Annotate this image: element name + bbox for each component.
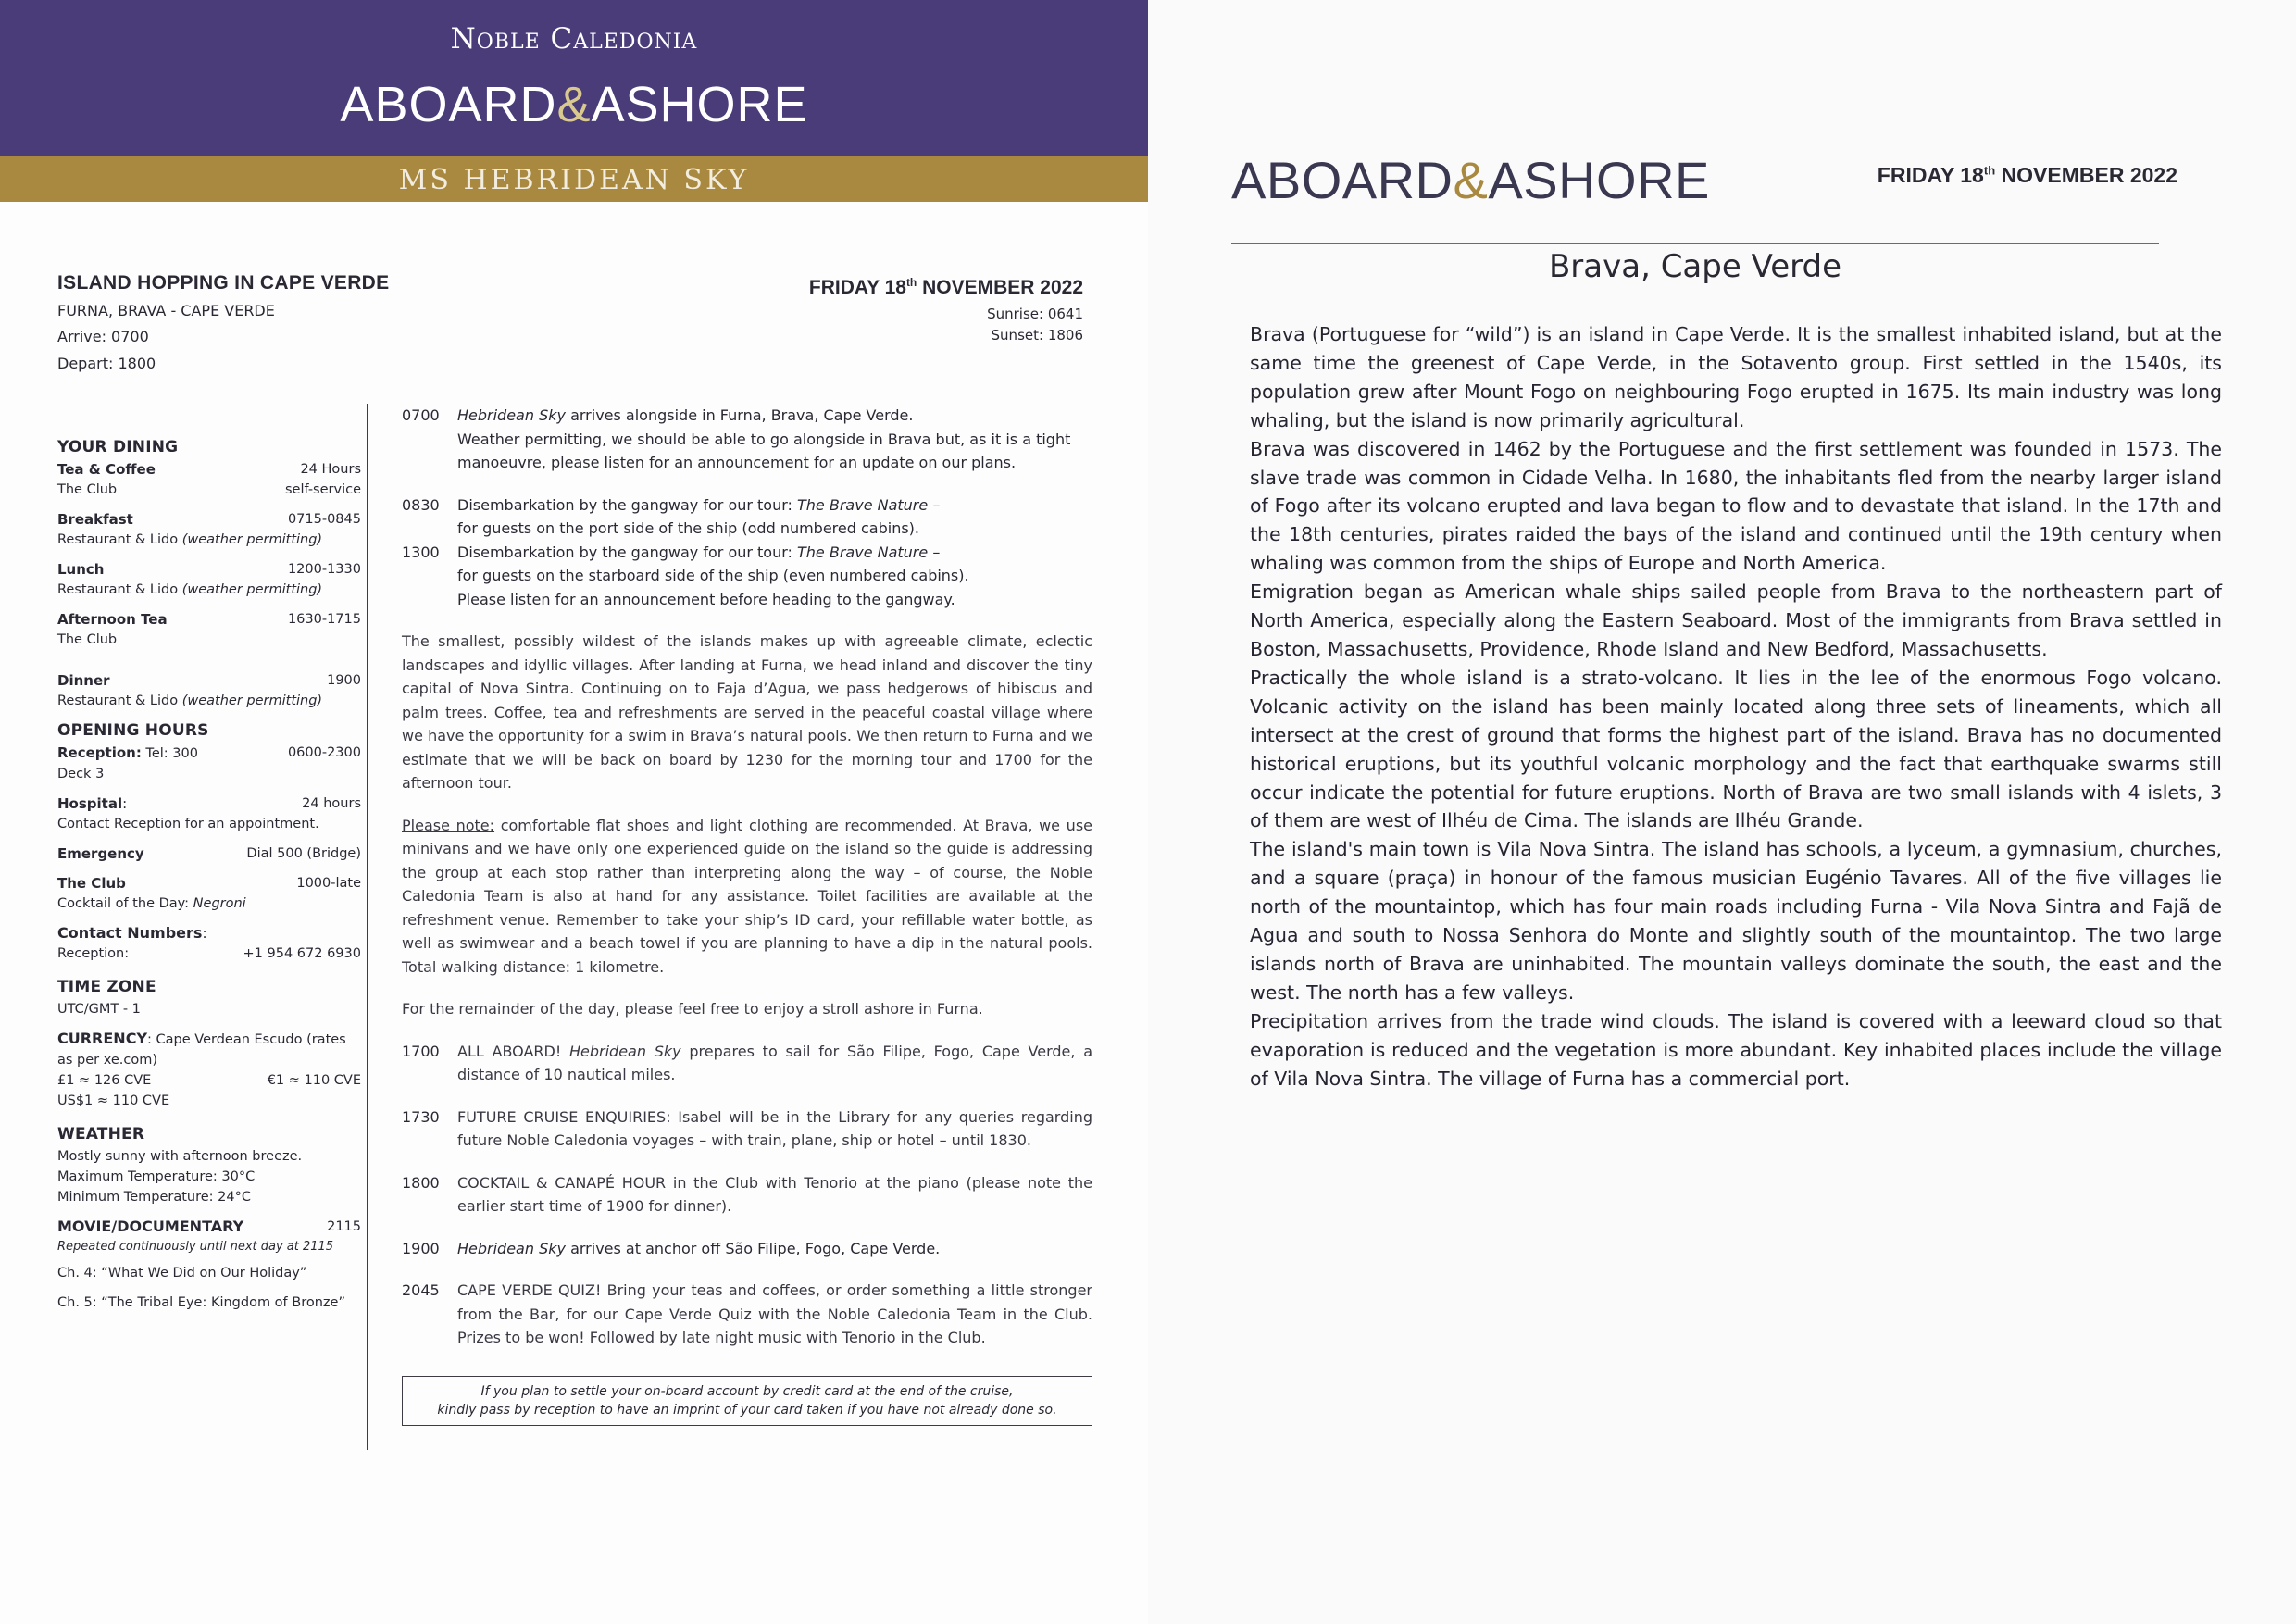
notice-line-1: If you plan to settle your on-board account by credit card at the end of the cruise,: [480, 1383, 1014, 1399]
reception-name: Reception:: [57, 744, 142, 761]
date-day: FRIDAY 18: [808, 277, 906, 298]
date-ordinal: th: [905, 276, 917, 289]
lunch-venue: Restaurant & Lido: [57, 582, 182, 597]
emergency-value: Dial 500 (Bridge): [246, 846, 361, 861]
dinner-venue: Restaurant & Lido: [57, 693, 182, 708]
schedule-time: 2045: [402, 1281, 440, 1299]
reception-time: 0600-2300: [287, 745, 361, 760]
hospital-row: [57, 793, 361, 814]
remainder-text: For the remainder of the day, please feel free to enjoy a stroll ashore in Furna.: [402, 1000, 983, 1018]
movie-note: Repeated continuously until next day at 2115: [57, 1240, 334, 1254]
hospital-name: Hospital: [57, 795, 123, 812]
weather-heading: WEATHER: [57, 1125, 145, 1143]
dinner-name: Dinner: [57, 672, 110, 689]
opening-hours-heading: OPENING HOURS: [57, 721, 209, 740]
dining-tea: [57, 459, 361, 480]
reception-tel: Tel: 300: [141, 746, 198, 761]
hospital-colon: :: [122, 795, 128, 812]
schedule-item-1900: [402, 1237, 1092, 1261]
lunch-place: [57, 580, 361, 600]
schedule-time: 0700: [402, 406, 440, 424]
sidebar-divider: [367, 404, 368, 1450]
lunch-time: 1200-1330: [287, 562, 361, 577]
brand-aboard-ashore: [0, 76, 1148, 133]
schedule-desc: COCKTAIL & CANAPÉ HOUR in the Club with Tenorio at the piano (please note the earlier start time of 1900 for dinner).: [457, 1173, 1092, 1215]
club-name: The Club: [57, 875, 126, 892]
schedule-time: 0830: [402, 495, 440, 514]
timezone-heading: TIME ZONE: [57, 978, 156, 996]
schedule-time: 1300: [402, 543, 440, 561]
article-paragraph: The island's main town is Vila Nova Sintra. The island has schools, a lyceum, a gymnasium, churches, and a square (praça) in honour of the famous musician Eugénio Tavares. All of the five villages lie north of the mountaintop, which has four main roads including Furna - Vila Nova Sintra and Fajã de Agua and south to Nossa Senhora do Monte and slightly south of the mountaintop. The two large islands north of Brava are uninhabited. The mountain valleys dominate the south, the east and the west. The north has a few valleys.: [1250, 838, 2222, 1004]
contact-row: [57, 943, 361, 964]
dinner-note: (weather permitting): [181, 693, 323, 708]
schedule-desc: FUTURE CRUISE ENQUIRIES: Isabel will be in the Library for any queries regarding future Noble Caledonia voyages – with train, plane, ship or hotel – until 1830.: [457, 1107, 1092, 1149]
ship-name-inline: Hebridean Sky: [457, 406, 566, 424]
club-time: 1000-late: [296, 876, 361, 891]
currency-gbp: £1 ≈ 126 CVE: [57, 1073, 152, 1088]
schedule-lead: ALL ABOARD!: [457, 1042, 569, 1060]
schedule-desc: Disembarkation by the gangway for our tour:: [457, 543, 798, 561]
breakfast-place: [57, 530, 361, 550]
schedule-time: 1730: [402, 1107, 440, 1126]
dining-lunch: [57, 559, 361, 580]
tour-description: The smallest, possibly wildest of the islands makes up with agreeable climate, eclectic landscapes and idyllic villages. After landing at Furna, we head inland and discover the tiny capital of Nova Sintra. Continuing on to Faja d’Agua, we pass hedgerows of hibiscus and palm trees. Coffee, tea and refreshments are served in the peaceful coastal village where we have the opportunity for a swim in Brava’s natural pools. We then return to Furna and we estimate that we will be back on board by 1230 for the morning tour and 1700 for the afternoon tour.: [402, 632, 1092, 792]
currency-eur: €1 ≈ 110 CVE: [267, 1073, 361, 1088]
right-brand-aboard: ABOARD: [1231, 151, 1454, 209]
brand-ashore: ASHORE: [591, 77, 808, 132]
schedule-text: [457, 404, 1092, 475]
weather-line-3: Minimum Temperature: 24°C: [57, 1190, 251, 1205]
schedule-desc: CAPE VERDE QUIZ! Bring your teas and coffees, or order something a little stronger from the Bar, for our Cape Verde Quiz with the Noble Caledonia Team in the Club. Prizes to be won! Followed by late night music with Tenorio in the Club.: [457, 1281, 1092, 1346]
contact-reception: Reception:: [57, 946, 130, 961]
article-paragraph: Precipitation arrives from the trade wind clouds. The island is covered with a leeward cloud so that evaporation is reduced and the vegetation is more abundant. Key inhabited places include the village of Vila Nova Sintra. The village of Furna has a commercial port.: [1250, 1009, 2222, 1090]
weather-line-2: Maximum Temperature: 30°C: [57, 1169, 256, 1184]
tea-place: The Club: [57, 482, 118, 497]
ship-name-inline: Hebridean Sky: [569, 1042, 681, 1060]
schedule-desc-2: for guests on the port side of the ship (odd numbered cabins).: [457, 519, 919, 537]
article-body: [1250, 320, 2222, 1093]
ship-name: MS HEBRIDEAN SKY: [398, 164, 750, 196]
hospital-time: 24 hours: [302, 796, 361, 811]
breakfast-name: Breakfast: [57, 511, 133, 528]
article-heading: Brava, Cape Verde: [1548, 248, 1841, 285]
right-date-month-year: NOVEMBER 2022: [1995, 163, 2177, 187]
schedule-desc-2: for guests on the starboard side of the ship (even numbered cabins).: [457, 567, 969, 584]
schedule-item-1800: [402, 1171, 1092, 1218]
movie-channel-4: Ch. 4: “What We Did on Our Holiday”: [57, 1266, 307, 1280]
tour-name: The Brave Nature –: [797, 495, 941, 514]
dinner-place: [57, 691, 361, 711]
schedule-text: [457, 1040, 1092, 1087]
dining-afternoon-tea: [57, 609, 361, 630]
schedule-item-2045: [402, 1279, 1092, 1350]
tour-name: The Brave Nature –: [797, 543, 941, 561]
tea-service: self-service: [285, 482, 361, 497]
cocktail-name: Negroni: [193, 896, 246, 911]
weather-line-1: Mostly sunny with afternoon breeze.: [57, 1149, 303, 1164]
currency-block: [57, 1029, 361, 1070]
date-month-year: NOVEMBER 2022: [917, 277, 1083, 298]
reception-row: [57, 743, 361, 764]
article-paragraph: Brava (Portuguese for “wild”) is an island in Cape Verde. It is the smallest inhabited island, but at the same time the greenest of Cape Verde, in the Sotavento group. First settled in the 1540s, its population grew after Mount Fogo on neighbouring Fogo erupted in 1675. Its main industry was long whaling, but the island is now primarily agricultural.: [1250, 323, 2222, 431]
article-paragraph: Brava was discovered in 1462 by the Portuguese and the first settlement was founded in 1573. The slave trade was common in Cidade Velha. In 1680, the inhabitants fled from the nearby larger island of Fogo after its volcano erupted and lava began to flow and to devastate that island. In the 17th and the 18th centuries, pirates raided the bays of the island and continued until the 19th century when whaling was common from the ships of Europe and North America.: [1250, 437, 2222, 575]
movie-time: 2115: [327, 1219, 361, 1234]
currency-heading: CURRENCY: [57, 1030, 148, 1047]
dining-tea-detail: [57, 480, 361, 500]
lunch-note: (weather permitting): [181, 582, 323, 597]
dinner-time: 1900: [327, 673, 361, 688]
currency-rates: [57, 1070, 361, 1091]
lunch-name: Lunch: [57, 561, 105, 578]
article-paragraph: Emigration began as American whale ships sailed people from Brava to the northeastern part of North America, especially along the Eastern Seaboard. Most of the immigrants from Brava settled in Boston, Massachusetts, Providence, Rhode Island and New Bedford, Massachusetts.: [1250, 581, 2222, 660]
schedule-item-1300: [402, 541, 1092, 612]
note-label: Please note:: [402, 816, 495, 834]
afternoon-tea-time: 1630-1715: [287, 612, 361, 627]
right-date: [1878, 163, 2177, 188]
schedule-time: 1900: [402, 1239, 440, 1257]
schedule-item-0700: [402, 404, 1092, 475]
contact-heading: [57, 923, 361, 943]
date-heading: [809, 276, 1083, 299]
schedule-item-1700: [402, 1040, 1092, 1087]
day-location: FURNA, BRAVA - CAPE VERDE: [57, 302, 275, 319]
please-note: [402, 814, 1092, 980]
right-date-day: FRIDAY 18: [1877, 163, 1984, 187]
schedule-desc: prepares to sail for São Filipe, Fogo, Cape Verde, a distance of 10 nautical miles.: [457, 1042, 1093, 1083]
credit-card-notice: [402, 1376, 1092, 1426]
right-heading-rule: [1231, 243, 2159, 244]
hospital-note: Contact Reception for an appointment.: [57, 817, 319, 831]
emergency-row: [57, 843, 361, 864]
tea-time: 24 Hours: [300, 462, 361, 477]
day-title: ISLAND HOPPING IN CAPE VERDE: [57, 272, 390, 294]
right-brand-title: [1231, 150, 1710, 210]
afternoon-tea-place: The Club: [57, 632, 118, 647]
afternoon-tea-name: Afternoon Tea: [57, 611, 168, 628]
dining-dinner: [57, 670, 361, 691]
contact-number: +1 954 672 6930: [243, 946, 361, 961]
club-row: [57, 873, 361, 893]
brand-ampersand: &: [556, 77, 592, 132]
currency-usd: US$1 ≈ 110 CVE: [57, 1093, 170, 1108]
movie-heading: MOVIE/DOCUMENTARY: [57, 1218, 244, 1235]
schedule-desc: Disembarkation by the gangway for our tour:: [457, 495, 798, 514]
tea-name: Tea & Coffee: [57, 461, 156, 478]
currency-text: : Cape Verdean Escudo (rates as per xe.com): [57, 1032, 346, 1068]
right-brand-ashore: ASHORE: [1488, 151, 1710, 209]
schedule-item-1730: [402, 1106, 1092, 1153]
ship-name-inline: Hebridean Sky: [457, 1239, 566, 1257]
note-text: comfortable flat shoes and light clothing are recommended. At Brava, we use minivans and we have only one experienced guide on the island so the guide is addressing the group at each stop rather than interpreting along the way – of course, the Noble Caledonia Team is also at hand for any assistance. Toilet facilities are available at the refreshment venue. Remember to take your ship’s ID card, your refillable water bottle, as well as swimwear and a beach towel if you are planning to have a dip in the natural pools. Total walking distance: 1 kilometre.: [402, 816, 1092, 976]
cocktail-label: Cocktail of the Day:: [57, 896, 193, 911]
contact-heading-text: Contact Numbers: [57, 924, 203, 942]
brand-noble-caledonia: Noble Caledonia: [450, 22, 698, 56]
schedule-text: [457, 1237, 1092, 1261]
breakfast-time: 0715-0845: [287, 512, 361, 527]
sunrise: Sunrise: 0641: [987, 306, 1083, 322]
timezone-value: UTC/GMT - 1: [57, 1002, 141, 1017]
schedule-desc: arrives alongside in Furna, Brava, Cape Verde.: [565, 406, 914, 424]
contact-colon: :: [202, 925, 207, 942]
schedule-time: 1800: [402, 1173, 440, 1192]
arrive-time: Arrive: 0700: [57, 328, 149, 345]
right-page: [1148, 0, 2296, 1624]
right-brand-ampersand: &: [1453, 151, 1489, 209]
reception-deck: Deck 3: [57, 767, 105, 781]
schedule-desc: arrives at anchor off São Filipe, Fogo, Cape Verde.: [565, 1239, 941, 1257]
schedule-desc-2: Weather permitting, we should be able to go alongside in Brava but, as it is a tight manoeuvre, please listen for an announcement for an update on our plans.: [457, 430, 1071, 471]
sunset: Sunset: 1806: [991, 327, 1083, 344]
depart-time: Depart: 1800: [57, 355, 156, 372]
notice-line-2: kindly pass by reception to have an imprint of your card taken if you have not already done so.: [437, 1402, 1057, 1418]
info-sidebar: [57, 428, 361, 1313]
breakfast-venue: Restaurant & Lido: [57, 532, 182, 547]
dining-heading: YOUR DINING: [57, 438, 179, 456]
daily-schedule: [402, 404, 1092, 1426]
movie-channel-5: Ch. 5: “The Tribal Eye: Kingdom of Bronze”: [57, 1295, 345, 1310]
brand-aboard: ABOARD: [340, 77, 557, 132]
article-paragraph: Practically the whole island is a strato-volcano. It lies in the lee of the enormous Fogo volcano. Volcanic activity on the island has been mainly located along three sets of lineaments, which all intersect at the crest of ground that forms the highest part of the island. Brava has no documented historical eruptions, but its youthful volcanic morphology and the fact that earthquake swarms still occur indicate the potential for future eruptions. North of Brava are two small islands with 4 islets, 3 of them are west of Ilhéu de Cima. The islands are Ilhéu Grande.: [1250, 666, 2222, 832]
dining-breakfast: [57, 509, 361, 530]
breakfast-note: (weather permitting): [181, 532, 323, 547]
schedule-desc-3: Please listen for an announcement before heading to the gangway.: [457, 590, 955, 608]
right-date-ordinal: th: [1983, 163, 1996, 178]
schedule-text: [457, 493, 1092, 541]
emergency-name: Emergency: [57, 845, 144, 862]
schedule-text: [457, 541, 1092, 612]
schedule-item-0830: [402, 493, 1092, 541]
schedule-time: 1700: [402, 1042, 440, 1060]
club-cocktail: [57, 893, 361, 914]
movie-row: [57, 1217, 361, 1237]
